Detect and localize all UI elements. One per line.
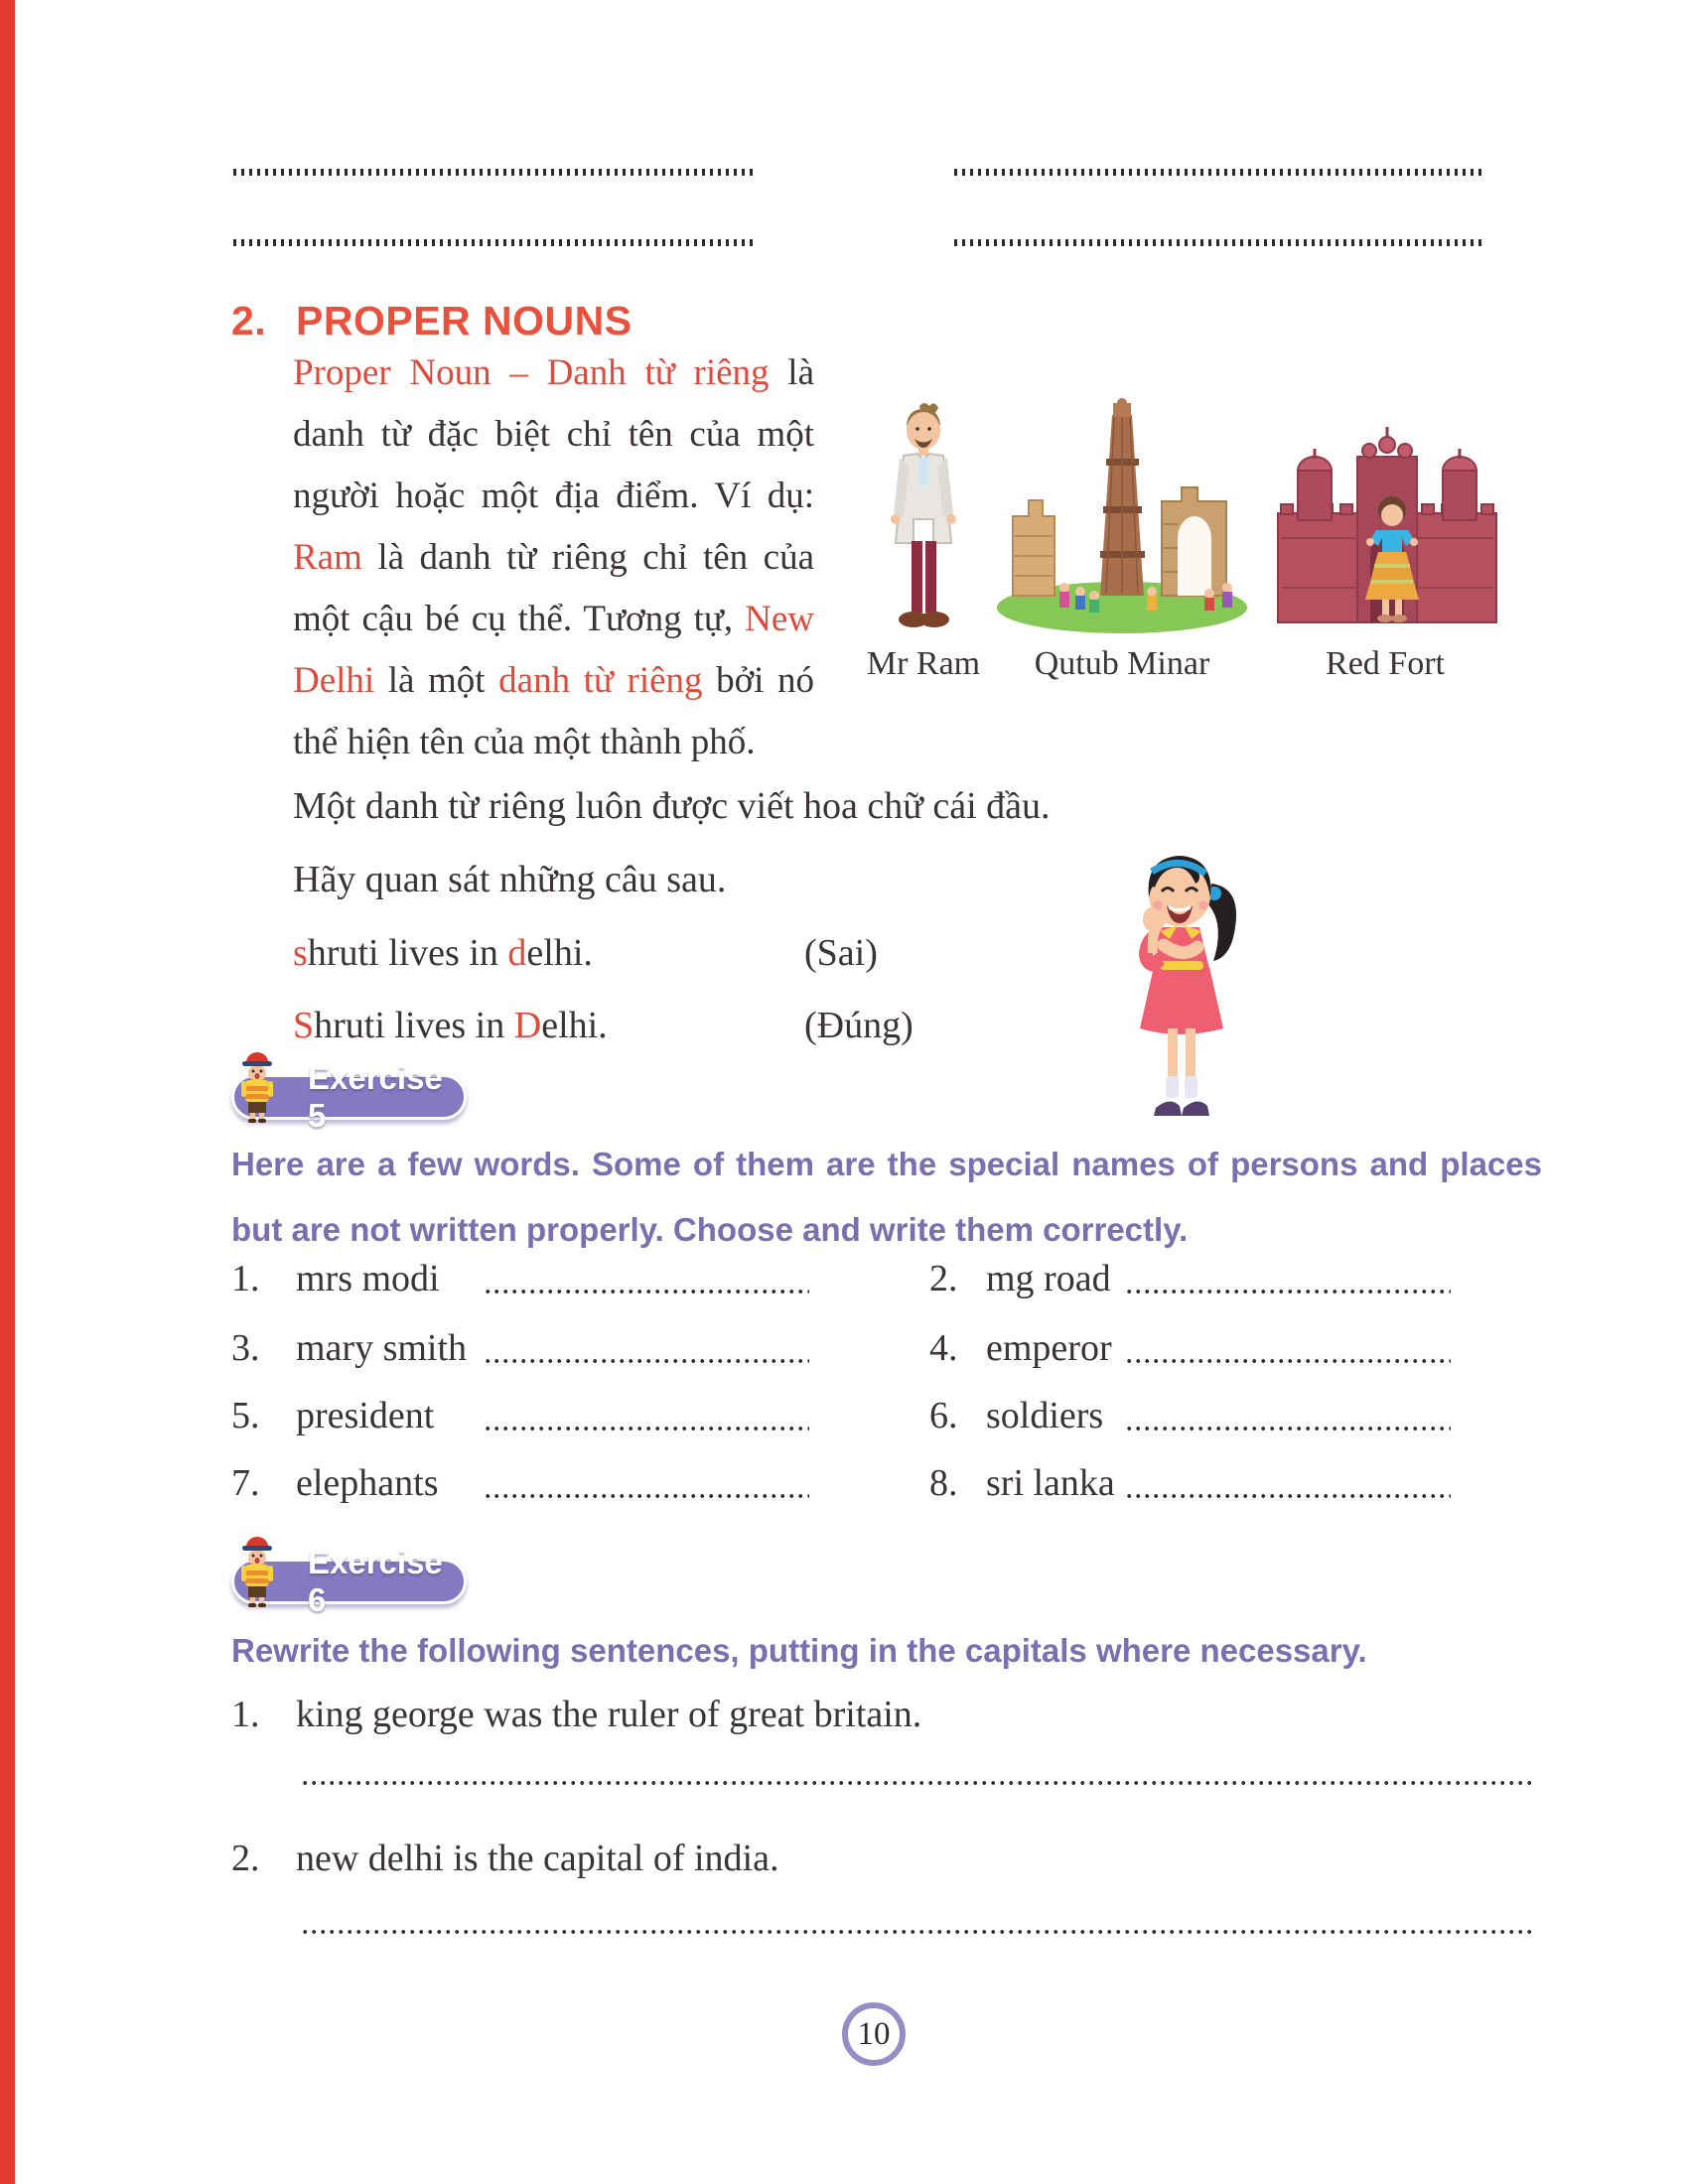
page-number-badge [842,2002,906,2066]
answer-line [1127,1493,1451,1499]
figure-caption-red-fort: Red Fort [1326,645,1445,682]
intro-paragraph: Proper Noun – Danh từ riêng là danh từ đặc biệt chỉ tên của một người hoặc một địa điểm. Ví dụ: Ram là danh từ riêng chỉ tên của một cậu bé cụ thể. Tương tự, New Delhi là một danh từ riêng bởi nó thể hiện tên của một thành phố. [293,352,815,762]
exercise-5-badge-label: Exercise 5 [308,1059,443,1134]
ex5-item-word: elephants [296,1462,439,1504]
ex5-item-number: 8. [929,1462,958,1504]
ex6-item-sentence: king george was the ruler of great britain. [296,1694,922,1735]
answer-line [303,1929,1534,1935]
ex5-item-word: sri lanka [986,1462,1115,1504]
ex5-item-word: president [296,1395,435,1436]
section-number: 2. [231,298,267,343]
ex6-item-number: 2. [231,1838,260,1879]
ex5-item-number: 5. [231,1395,260,1436]
write-line [954,169,1481,176]
answer-line [486,1426,809,1432]
page-number: 10 [857,2015,891,2052]
ex5-item-number: 2. [929,1258,958,1299]
ex5-item-number: 6. [929,1395,958,1436]
qutub-minar-illustration [993,397,1251,640]
exercise-boy-icon [238,1050,276,1124]
exercise-boy-icon [238,1535,276,1608]
write-line [233,169,753,176]
answer-line [1127,1426,1451,1432]
ex5-item-word: mg road [986,1258,1111,1299]
laughing-girl-illustration [1120,842,1251,1130]
write-line [954,239,1481,246]
exercise-6-instruction: Rewrite the following sentences, putting in the capitals where necessary. [231,1632,1367,1669]
answer-line [303,1780,1534,1786]
section-title: PROPER NOUNS [296,298,633,343]
ex5-item-number: 4. [929,1327,958,1369]
write-line [233,239,753,246]
answer-line [486,1289,809,1295]
figure-caption-qutub-minar: Qutub Minar [1034,645,1210,682]
figure-caption-mr-ram: Mr Ram [866,645,981,682]
observe-sentences-text: Hãy quan sát những câu sau. [293,859,727,900]
example-sentence-wrong: shruti lives in delhi. [293,932,593,974]
example-sentence-right: Shruti lives in Delhi. [293,1005,608,1046]
answer-line [1127,1358,1451,1364]
example-verdict-wrong: (Sai) [804,932,878,974]
ex6-item-sentence: new delhi is the capital of india. [296,1838,779,1879]
answer-line [486,1493,809,1499]
exercise-6-badge-label: Exercise 6 [308,1544,443,1618]
mr-ram-illustration [874,402,973,640]
ex5-item-word: mrs modi [296,1258,440,1299]
page-edge-strip [0,0,15,2184]
ex5-item-word: emperor [986,1327,1112,1369]
red-fort-illustration [1273,419,1501,640]
ex5-item-number: 1. [231,1258,260,1299]
ex6-item-number: 1. [231,1694,260,1735]
exercise-5-instruction: Here are a few words. Some of them are the special names of persons and places but are not written properly. Choose and write them correctly. [231,1146,1542,1248]
capitalization-rule-text: Một danh từ riêng luôn được viết hoa chữ cái đầu. [293,785,1051,827]
ex5-item-number: 3. [231,1327,260,1369]
ex5-item-word: mary smith [296,1327,468,1369]
ex5-item-word: soldiers [986,1395,1104,1436]
answer-line [486,1358,809,1364]
ex5-item-number: 7. [231,1462,260,1504]
answer-line [1127,1289,1451,1295]
example-verdict-right: (Đúng) [804,1005,914,1046]
